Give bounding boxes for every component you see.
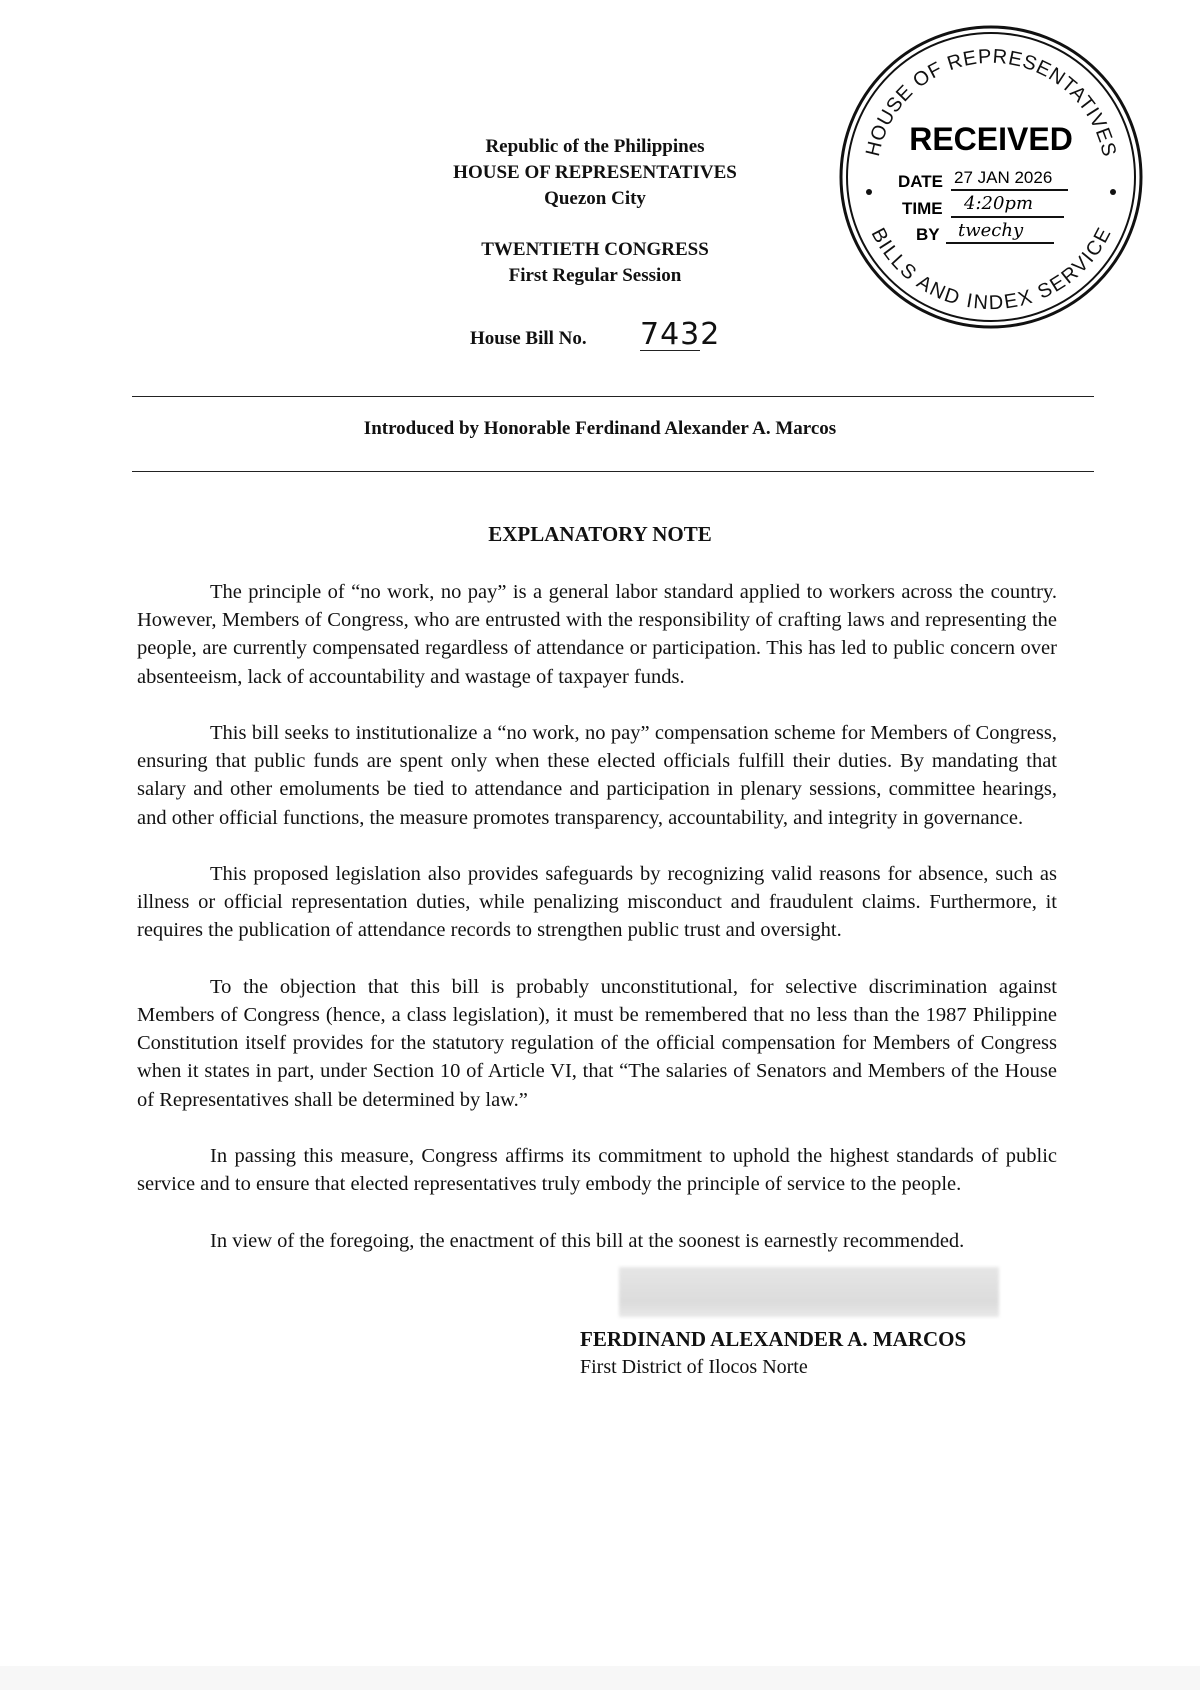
paragraph: In view of the foregoing, the enactment of this bill at the soonest is earnestly recommended. bbox=[210, 1229, 965, 1252]
page-footer-band bbox=[0, 1666, 1200, 1690]
stamp-date-label: DATE bbox=[898, 172, 944, 191]
stamp-by-signature: twechy bbox=[958, 220, 1024, 241]
signature-block bbox=[137, 1267, 1057, 1381]
signatory-name: FERDINAND ALEXANDER A. MARCOS bbox=[580, 1326, 967, 1351]
divider-bottom bbox=[132, 471, 1094, 472]
congress-block bbox=[395, 237, 795, 289]
paragraph: To the objection that this bill is probably unconstitutional, for selective discrimination against Members of Congress (hence, a class legislation), it must be remembered that no less than the 1987 Philippine Constitution itself provides for the statutory regulation of the official compensation for Members of Congress when it states in part, under Section 10 of Article VI, that “The salaries of Senators and Members of the House of Representatives shall be determined by law.” bbox=[137, 975, 1057, 1111]
header-block bbox=[395, 134, 795, 212]
header-city: Quezon City bbox=[544, 188, 646, 209]
stamp-bullet-left bbox=[866, 189, 872, 195]
stamp-bullet-right bbox=[1110, 189, 1116, 195]
bill-label: House Bill No. bbox=[470, 328, 587, 349]
paragraph: This bill seeks to institutionalize a “no work, no pay” compensation scheme for Members of Congress, ensuring that public funds are spent only when these elected officials fulfill their duties. By mandating that salary and other emoluments be tied to attendance and participation in plenary sessions, committee hearings, and other official functions, the measure promotes transparency, accountability, and integrity in governance. bbox=[137, 722, 1057, 829]
stamp-time-value: 4:20pm bbox=[964, 193, 1034, 214]
explanatory-note-body bbox=[137, 578, 1057, 1381]
header-republic: Republic of the Philippines bbox=[485, 136, 705, 157]
paragraph: The principle of “no work, no pay” is a general labor standard applied to workers across the country. However, Members of Congress, who are entrusted with the responsibility of crafting laws and representing the people, are currently compensated regardless of attendance or participation. This has led to public concern over absenteeism, lack of accountability and wastage of taxpayer funds. bbox=[137, 581, 1057, 688]
bill-number: 7432 bbox=[640, 317, 721, 352]
introduced-by: Introduced by Honorable Ferdinand Alexander A. Marcos bbox=[363, 418, 837, 439]
header-session: First Regular Session bbox=[508, 265, 682, 286]
paragraph: This proposed legislation also provides safeguards by recognizing valid reasons for absence, such as illness or official representation duties, while penalizing misconduct and fraudulent claims. Furthermore, it requires the publication of attendance records to strengthen public trust and oversight. bbox=[137, 863, 1057, 942]
stamp-time-label: TIME bbox=[902, 199, 943, 218]
header-house: HOUSE OF REPRESENTATIVES bbox=[453, 162, 737, 183]
paragraph: In passing this measure, Congress affirms its commitment to uphold the highest standards of public service and to ensure that elected representatives truly embody the principle of service to the people. bbox=[137, 1145, 1057, 1196]
received-stamp bbox=[836, 22, 1146, 332]
stamp-top-arc: HOUSE OF REPRESENTATIVES bbox=[861, 45, 1121, 159]
redacted-signature bbox=[619, 1267, 999, 1317]
divider-top bbox=[132, 396, 1094, 397]
explanatory-note-title: EXPLANATORY NOTE bbox=[488, 522, 712, 546]
header-congress: TWENTIETH CONGRESS bbox=[481, 239, 709, 260]
stamp-bottom-arc: BILLS AND INDEX SERVICE bbox=[866, 224, 1116, 315]
signatory-district: First District of Ilocos Norte bbox=[580, 1355, 808, 1378]
stamp-status: RECEIVED bbox=[909, 121, 1073, 157]
stamp-date-value: 27 JAN 2026 bbox=[954, 168, 1053, 187]
stamp-by-label: BY bbox=[916, 225, 940, 244]
